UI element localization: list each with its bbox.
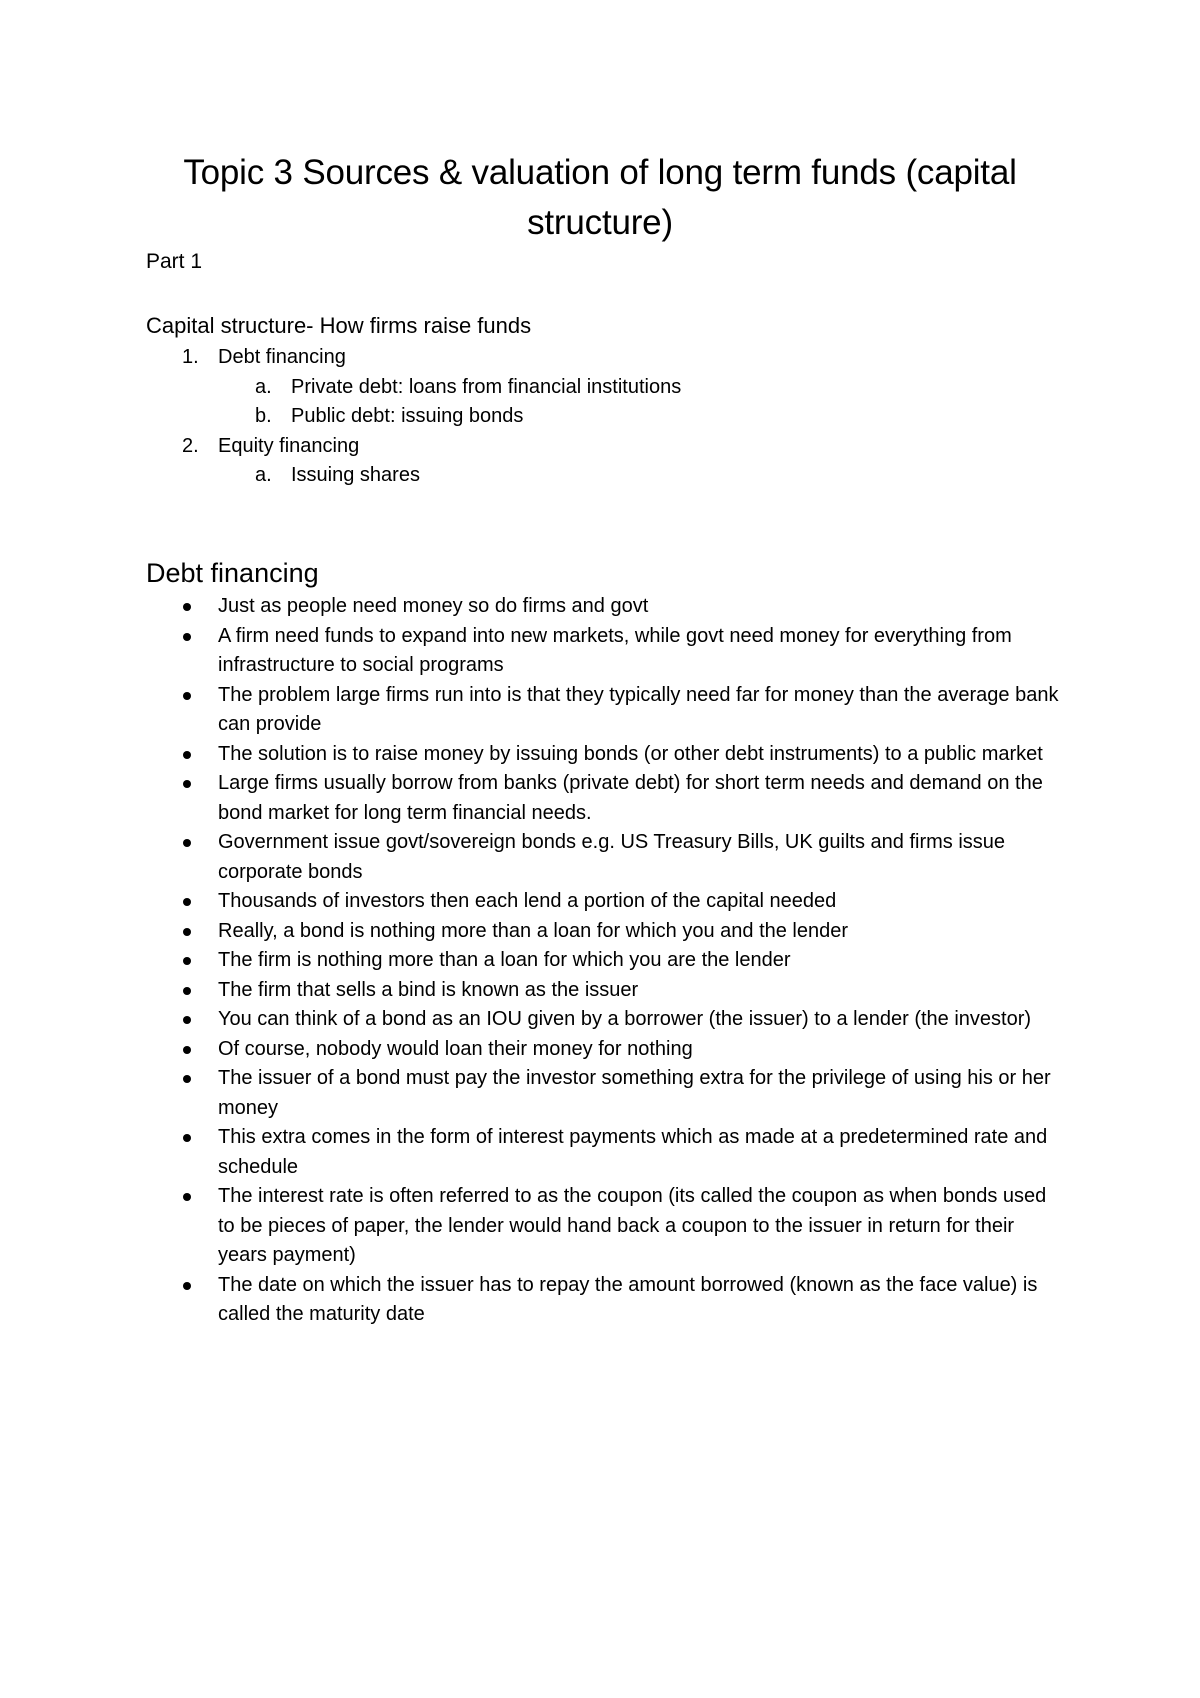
bullet-icon	[183, 1075, 191, 1083]
bullet-text: Of course, nobody would loan their money for nothing	[218, 1037, 693, 1060]
bullet-icon	[183, 1193, 191, 1201]
bullet-item	[146, 1123, 1066, 1182]
outline-marker: b.	[255, 405, 272, 427]
bullet-item	[146, 1005, 1066, 1035]
bullet-icon	[183, 839, 191, 847]
bullet-text: Large firms usually borrow from banks (private debt) for short term needs and demand on the bond market for long term financial needs.	[218, 772, 1043, 824]
bullet-text: The solution is to raise money by issuing bonds (or other debt instruments) to a public market	[218, 742, 1043, 765]
bullet-item	[146, 828, 1066, 887]
bullet-icon	[183, 928, 191, 936]
bullet-icon	[183, 1282, 191, 1290]
bullet-icon	[183, 987, 191, 995]
bullet-icon	[183, 780, 191, 788]
bullet-item	[146, 1271, 1066, 1330]
outline-marker: a.	[255, 464, 272, 486]
debt-financing-heading: Debt financing	[146, 558, 319, 588]
bullet-icon	[183, 957, 191, 965]
outline-subitem-label: Issuing shares	[291, 464, 420, 486]
bullet-item	[146, 740, 1066, 770]
debt-financing-bullet-list	[146, 592, 1066, 1330]
bullet-text: The issuer of a bond must pay the investor something extra for the privilege of using his or her money	[218, 1067, 1051, 1119]
outline-marker: 2.	[182, 434, 199, 457]
bullet-icon	[183, 603, 191, 611]
outline-item-label: Debt financing	[218, 346, 346, 368]
bullet-item	[146, 946, 1066, 976]
bullet-item	[146, 769, 1066, 828]
outline-item-label: Equity financing	[218, 434, 360, 457]
bullet-text: You can think of a bond as an IOU given by a borrower (the issuer) to a lender (the investor)	[218, 1008, 1032, 1030]
bullet-item	[146, 681, 1066, 740]
bullet-text: The firm that sells a bind is known as the issuer	[218, 978, 639, 1001]
bullet-item	[146, 592, 1066, 622]
bullet-text: Just as people need money so do firms and govt	[218, 595, 649, 617]
bullet-item	[146, 887, 1066, 917]
bullet-icon	[183, 1134, 191, 1142]
bullet-text: The date on which the issuer has to repay the amount borrowed (known as the face value) is called the maturity date	[218, 1273, 1038, 1325]
bullet-text: Government issue govt/sovereign bonds e.g. US Treasury Bills, UK guilts and firms issue corporate bonds	[218, 831, 1006, 883]
bullet-icon	[183, 1046, 191, 1054]
outline-subitem-label: Public debt: issuing bonds	[291, 405, 524, 427]
bullet-item	[146, 1182, 1066, 1271]
bullet-icon	[183, 898, 191, 906]
bullet-text: The problem large firms run into is that they typically need far for money than the average bank can provide	[218, 683, 1059, 735]
capital-structure-heading: Capital structure- How firms raise funds	[146, 313, 532, 338]
bullet-icon	[183, 751, 191, 759]
outline-marker: 1.	[182, 346, 199, 368]
page-title: Topic 3 Sources & valuation of long term funds (capital structure)	[183, 153, 1017, 242]
bullet-item	[146, 917, 1066, 947]
outline-subitem-label: Private debt: loans from financial institutions	[291, 375, 682, 398]
outline-marker: a.	[255, 375, 272, 398]
bullet-item	[146, 1064, 1066, 1123]
bullet-text: A firm need funds to expand into new markets, while govt need money for everything from infrastructure to social programs	[218, 624, 1012, 676]
bullet-text: The interest rate is often referred to as the coupon (its called the coupon as when bonds used to be pieces of paper, the lender would hand back a coupon to the issuer in return for their years payment)	[218, 1185, 1047, 1266]
bullet-item	[146, 1035, 1066, 1065]
bullet-icon	[183, 1016, 191, 1024]
bullet-text: Thousands of investors then each lend a portion of the capital needed	[218, 890, 837, 912]
bullet-text: This extra comes in the form of interest payments which as made at a predetermined rate and schedule	[218, 1126, 1048, 1178]
bullet-item	[146, 622, 1066, 681]
part-label: Part 1	[146, 250, 203, 273]
bullet-text: Really, a bond is nothing more than a loan for which you and the lender	[218, 919, 849, 942]
bullet-text: The firm is nothing more than a loan for which you are the lender	[218, 949, 791, 971]
bullet-icon	[183, 692, 191, 700]
bullet-icon	[183, 633, 191, 641]
bullet-item	[146, 976, 1066, 1006]
